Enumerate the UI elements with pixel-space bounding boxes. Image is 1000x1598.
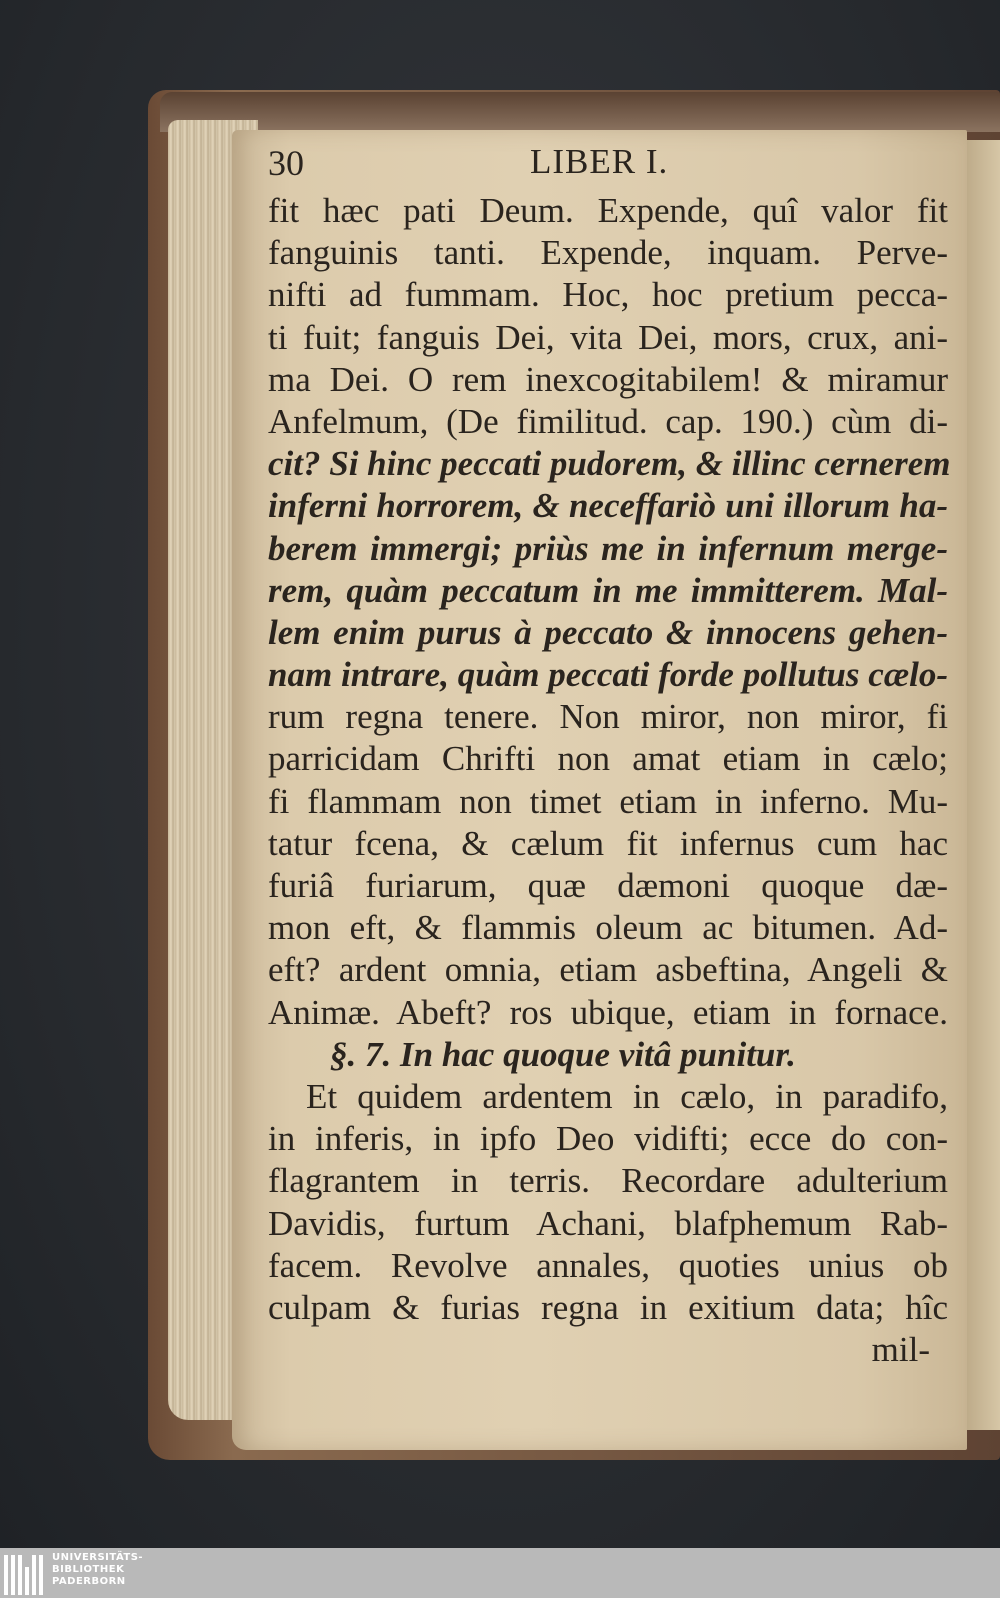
text-line: flagrantem in terris. Recordare adulterium xyxy=(268,1161,948,1201)
running-head: LIBER I. xyxy=(530,142,669,181)
text-line: fi flammam non timet etiam in inferno. Mu- xyxy=(268,781,948,821)
text-line: mon eft, & flammis oleum ac bitumen. Ad- xyxy=(268,908,948,948)
text-line: rum regna tenere. Non miror, non miror, fi xyxy=(268,697,948,737)
logo-line: BIBLIOTHEK xyxy=(52,1564,125,1575)
page-text-block xyxy=(268,138,951,1371)
text-line: tatur fcena, & cælum fit infernus cum hac xyxy=(268,823,948,863)
text-line: ti fuit; fanguis Dei, vita Dei, mors, crux, ani- xyxy=(268,317,948,357)
text-line-quote: rem, quàm peccatum in me immitterem. Mal- xyxy=(268,570,948,610)
text-line: furiâ furiarum, quæ dæmoni quoque dæ- xyxy=(268,866,948,905)
text-line: Animæ. Abeft? ros ubique, etiam in fornace. xyxy=(268,992,948,1032)
text-line-quote: lem enim purus à peccato & innocens gehen- xyxy=(268,612,948,652)
book-spine-top xyxy=(160,92,1000,132)
text-line: ma Dei. O rem inexcogitabilem! & miramur xyxy=(268,359,948,399)
text-line: eft? ardent omnia, etiam asbeftina, Angeli & xyxy=(268,950,948,990)
text-line: fit hæc pati Deum. Expende, quî valor fit xyxy=(268,191,948,230)
page-number: 30 xyxy=(268,143,304,183)
text-line-quote: nam intrare, quàm peccati forde pollutus cælo- xyxy=(268,655,948,695)
text-line: nifti ad fummam. Hoc, hoc pretium pecca- xyxy=(268,275,948,315)
footer-bar xyxy=(0,1548,1000,1598)
section-heading: §. 7. In hac quoque vitâ punitur. xyxy=(330,1034,796,1074)
page-header xyxy=(268,138,948,190)
text-line-quote: inferni horrorem, & neceffariò uni illorum ha- xyxy=(268,486,948,526)
text-line: Et quidem ardentem in cælo, in paradifo, xyxy=(306,1076,948,1116)
library-logo-text xyxy=(52,1552,143,1588)
text-line: facem. Revolve annales, quoties unius ob xyxy=(268,1245,948,1285)
text-line: culpam & furias regna in exitium data; hîc xyxy=(268,1287,948,1327)
text-line-quote: cit? Si hinc peccati pudorem, & illinc cernerem xyxy=(268,444,951,484)
text-line: Anfelmum, (De fimilitud. cap. 190.) cùm di- xyxy=(268,401,948,441)
text-line: Davidis, furtum Achani, blafphemum Rab- xyxy=(268,1203,948,1243)
text-line: fanguinis tanti. Expende, inquam. Perve- xyxy=(268,233,948,273)
text-line: parricidam Chrifti non amat etiam in cælo; xyxy=(268,739,948,779)
library-logo-icon xyxy=(4,1551,48,1595)
text-line: in inferis, in ipfo Deo vidifti; ecce do con- xyxy=(268,1119,948,1159)
logo-line: PADERBORN xyxy=(52,1576,126,1587)
logo-line: UNIVERSITÄTS- xyxy=(52,1552,144,1563)
catchword: mil- xyxy=(871,1330,930,1370)
text-line-quote: berem immergi; priùs me in infernum merge- xyxy=(268,528,948,568)
